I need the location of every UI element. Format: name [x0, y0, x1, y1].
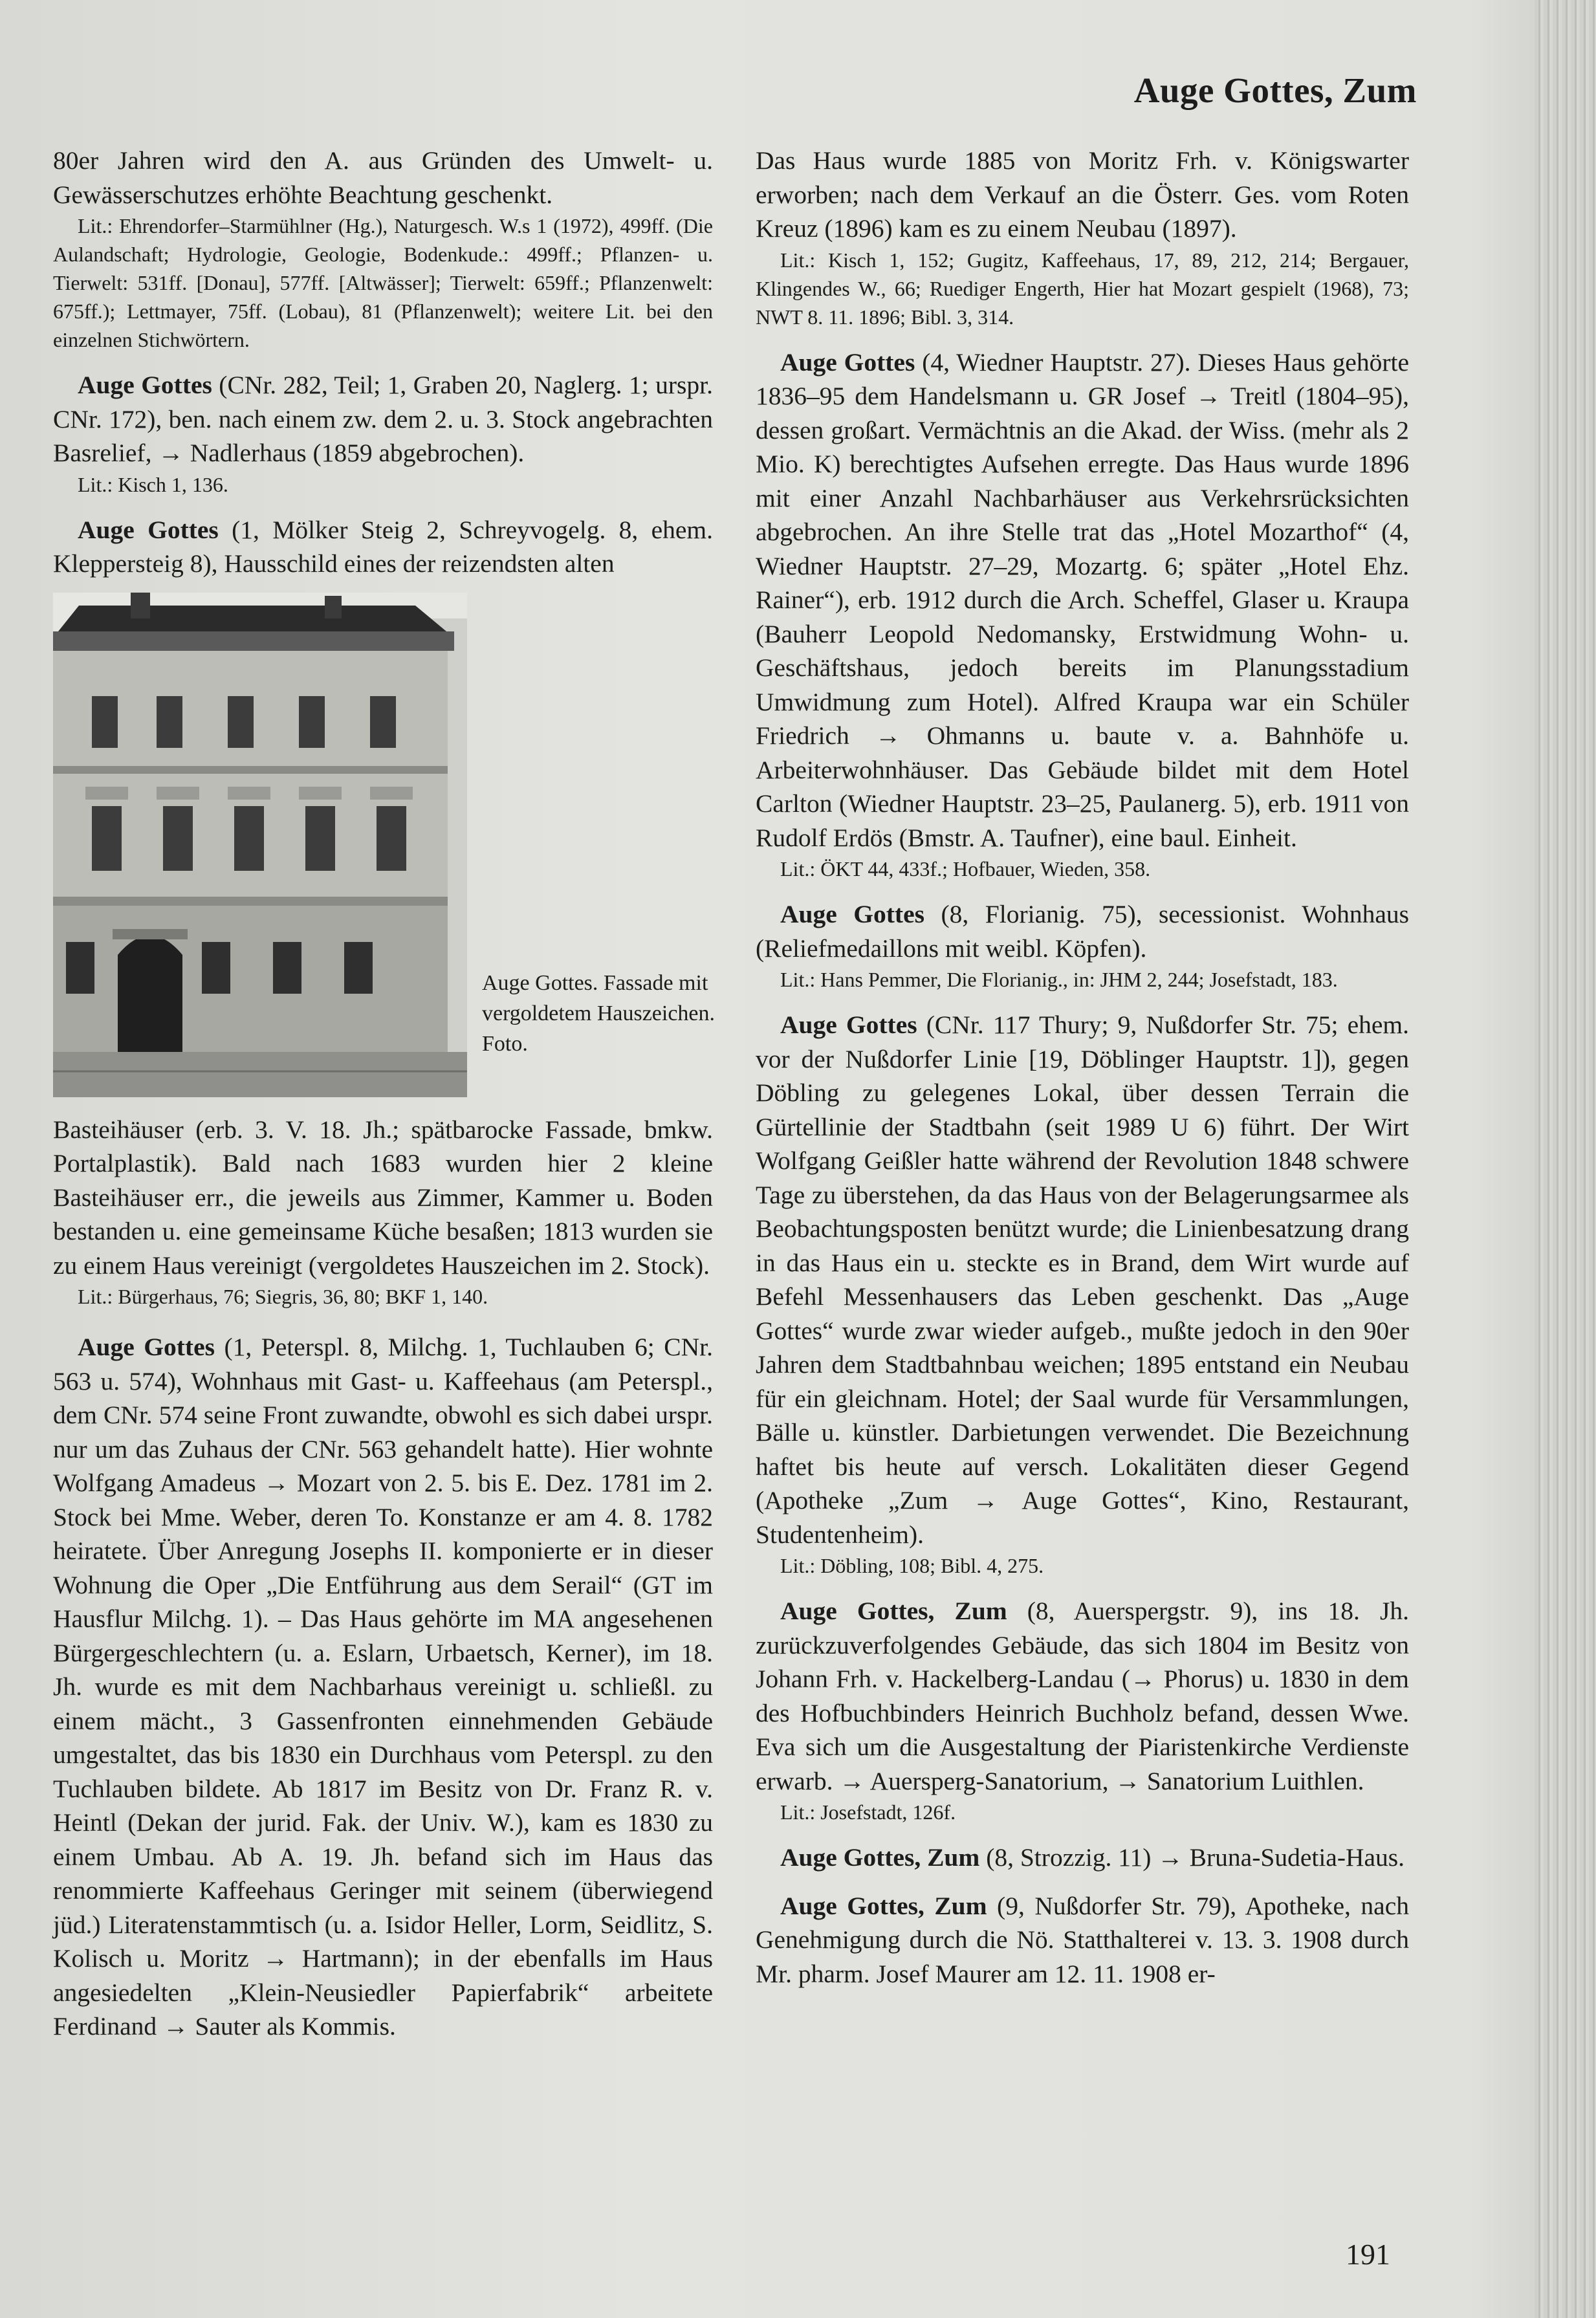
- entry-headword: Auge Gottes: [78, 515, 219, 544]
- right-column: [756, 144, 1409, 1991]
- entry-text: (CNr. 117 Thury; 9, Nußdorfer Str. 75; ehem. vor der Nußdorfer Linie [19, Döblinger Hauptstr. 1]), gegen Döbling zu gelegenes Lokal, über dessen Terrain die Gürtellinie der Stadtbahn (seit 1989 U 6) führt. Der Wirt Wolfgang Geißler hatte während der Revolution 1848 schwere Tage zu überstehen, da das Haus von der Belagerungsarmee als Beobachtungsposten benützt wurde; die Linienbesatzung drang in das Haus ein u. steckte es in Brand, dem Wirt wurde auf Befehl Messenhausers das Leben geschenkt. Das „Auge Gottes“ wurde zwar wieder aufgeb., mußte jedoch in den 90er Jahren dem Stadtbahnbau weichen; 1895 entstand ein Neubau für ein gleichnam. Hotel; der Saal wurde für Versammlungen, Bälle u. künstler. Darbietungen verwendet. Die Bezeichnung haftet bis heute auf versch. Lokalitäten dieser Gegend (Apotheke „Zum → Auge Gottes“, Kino, Restaurant, Studentenheim).: [756, 1011, 1409, 1549]
- entry-text: (1, Peterspl. 8, Milchg. 1, Tuchlauben 6; CNr. 563 u. 574), Wohnhaus mit Gast- u. Kaffeehaus (am Peterspl., dem CNr. 574 seine Front zuwandte, obwohl es sich dabei urspr. nur um das Zuhaus der CNr. 563 gehandelt hatte). Hier wohnte Wolfgang Amadeus → Mozart von 2. 5. bis E. Dez. 1781 im 2. Stock bei Mme. Weber, deren To. Konstanze er am 4. 8. 1782 heiratete. Über Anregung Josephs II. komponierte er in dieser Wohnung die Oper „Die Entführung aus dem Serail“ (GT im Hausflur Milchg. 1). – Das Haus gehörte im MA angesehenen Bürgergeschlechtern (u. a. Eslarn, Urbaetsch, Kerner), im 18. Jh. wurde es mit dem Nachbarhaus vereinigt u. schließl. zu einem mächt., 3 Gassenfronten einnehmenden Gebäude umgestaltet, das bis 1830 ein Durchhaus vom Peterspl. zu den Tuchlauben bildete. Ab 1817 im Besitz von Dr. Franz R. v. Heintl (Dekan der jurid. Fak. der Univ. W.), kam es 1830 zu einem Umbau. Ab A. 19. Jh. befand sich im Haus das renommierte Kaffeehaus Geringer mit seinem (überwiegend jüd.) Literatenstammtisch (u. a. Isidor Heller, Lorm, Seidlitz, S. Kolisch u. Moritz → Hartmann); in der ebenfalls im Haus angesiedelten „Klein-Neusiedler Papierfabrik“ arbeitete Ferdinand → Sauter als Kommis.: [53, 1333, 713, 2040]
- entry-text: (1, Mölker Steig 2, Schreyvogelg. 8, ehem. Kleppersteig 8), Hausschild eines der reizendsten alten: [53, 515, 713, 578]
- literature-note: Lit.: Josefstadt, 126f.: [780, 1800, 956, 1824]
- entry-text: (9, Nußdorfer Str. 79), Apotheke, nach Genehmigung durch die Nö. Statthalterei v. 13. 3. 1908 durch Mr. pharm. Josef Maurer am 12. 11. 1908 er-: [756, 1891, 1409, 1988]
- figure-caption: Auge Gottes. Fassade mit vergoldetem Hauszeichen. Foto.: [482, 970, 716, 1056]
- entry: [53, 513, 713, 581]
- literature-note: Lit.: Bürgerhaus, 76; Siegris, 36, 80; BKF 1, 140.: [78, 1285, 488, 1308]
- entry-headword: Auge Gottes: [78, 1333, 215, 1361]
- entry: [756, 897, 1409, 965]
- paragraph: 80er Jahren wird den A. aus Gründen des Umwelt- u. Gewässerschutzes erhöhte Beachtung geschenkt.: [53, 146, 713, 209]
- entry-text: (8, Florianig. 75), secessionist. Wohnhaus (Reliefmedaillons mit weibl. Köpfen).: [756, 900, 1409, 963]
- figure: [53, 593, 716, 1104]
- entry: [756, 1841, 1409, 1875]
- entry-headword: Auge Gottes: [780, 347, 915, 377]
- entry-headword: Auge Gottes, Zum: [780, 1597, 1007, 1625]
- left-column: [53, 144, 716, 2044]
- paragraph: Basteihäuser (erb. 3. V. 18. Jh.; spätbarocke Fassade, bmkw. Portalplastik). Bald nach 1683 wurden hier 2 kleine Basteihäuser err., die jeweils aus Zimmer, Kammer u. Boden bestanden u. eine gemeinsame Küche besaßen; 1813 wurden sie zu einem Haus vereinigt (vergoldetes Hauszeichen im 2. Stock).: [53, 1115, 713, 1280]
- entry-headword: Auge Gottes: [780, 900, 924, 928]
- book-page-edge: [1535, 0, 1596, 2318]
- paragraph: Das Haus wurde 1885 von Moritz Frh. v. Königswarter erworben; nach dem Verkauf an die Österr. Ges. vom Roten Kreuz (1896) kam es zu einem Neubau (1897).: [756, 146, 1409, 243]
- entry-text: (8, Auerspergstr. 9), ins 18. Jh. zurückzuverfolgendes Gebäude, das sich 1804 im Besitz von Johann Frh. v. Hackelberg-Landau (→ Phorus) u. 1830 in dem des Hofbuchbinders Heinrich Buchholz befand, dessen Wwe. Eva sich um die Ausgestaltung der Piaristenkirche Verdienste erwarb. → Auersperg-Sanatorium, → Sanatorium Luithlen.: [756, 1597, 1409, 1795]
- entry: [53, 1330, 713, 2044]
- literature-note: Lit.: Kisch 1, 152; Gugitz, Kaffeehaus, 17, 89, 212, 214; Bergauer, Klingendes W., 66; Ruediger Engerth, Hier hat Mozart gespielt (1968), 73; NWT 8. 11. 1896; Bibl. 3, 314.: [756, 248, 1409, 329]
- entry-text: (4, Wiedner Hauptstr. 27). Dieses Haus gehörte 1836–95 dem Handelsmann u. GR Josef → Treitl (1804–95), dessen großart. Vermächtnis an die Akad. der Wiss. (mehr als 2 Mio. K) berechtigtes Aufsehen erregte. Das Haus wurde 1896 mit einer Anzahl Nachbarhäuser aus Verkehrsrücksichten abgebrochen. An ihre Stelle trat das „Hotel Mozarthof“ (4, Wiedner Hauptstr. 27–29, Mozartg. 6; später „Hotel Ehz. Rainer“), erb. 1912 durch die Arch. Scheffel, Glaser u. Kraupa (Bauherr Leopold Nedomansky, Erstwidmung Wohn- u. Geschäftshaus, jedoch bereits im Planungsstadium Umwidmung zum Hotel). Alfred Kraupa war ein Schüler Friedrich → Ohmanns u. baute v. a. Bahnhöfe u. Arbeiterwohnhäuser. Das Gebäude bildet mit dem Hotel Carlton (Wiedner Hauptstr. 23–25, Paulanerg. 5), erb. 1911 von Rudolf Erdös (Bmstr. A. Taufner), eine baul. Einheit.: [756, 347, 1409, 852]
- running-header: Auge Gottes, Zum: [1133, 71, 1417, 110]
- literature-note: Lit.: Kisch 1, 136.: [78, 472, 228, 496]
- entry-headword: Auge Gottes, Zum: [780, 1891, 987, 1920]
- entry: [53, 368, 713, 470]
- literature-note: Lit.: Döbling, 108; Bibl. 4, 275.: [780, 1554, 1044, 1577]
- entry-headword: Auge Gottes: [780, 1011, 917, 1039]
- entry: [756, 1889, 1409, 1991]
- entry: [756, 1008, 1409, 1551]
- literature-note: Lit.: Hans Pemmer, Die Florianig., in: JHM 2, 244; Josefstadt, 183.: [780, 968, 1338, 991]
- building-facade-photo: [53, 593, 467, 1097]
- literature-note: Lit.: Ehrendorfer–Starmühlner (Hg.), Naturgesch. W.s 1 (1972), 499ff. (Die Aulandschaft; Hydrologie, Geologie, Bodenkude.: 499ff.; Pflanzen- u. Tierwelt: 531ff. [Donau], 577ff. [Altwässer]; Tierwelt: 659ff.; Pflanzenwelt: 675ff.); Lettmayer, 75ff. (Lobau), 81 (Pflanzenwelt); weitere Lit. bei den einzelnen Stichwörtern.: [53, 214, 713, 351]
- page-number: 191: [1346, 2238, 1390, 2271]
- entry: [756, 345, 1409, 855]
- entry-headword: Auge Gottes: [78, 371, 212, 399]
- entry-text: (CNr. 282, Teil; 1, Graben 20, Naglerg. 1; urspr. CNr. 172), ben. nach einem zw. dem 2. u. 3. Stock angebrachten Basrelief, → Nadlerhaus (1859 abgebrochen).: [53, 371, 713, 467]
- entry-text: (8, Strozzig. 11) → Bruna-Sudetia-Haus.: [979, 1843, 1405, 1872]
- entry: [756, 1594, 1409, 1798]
- entry-headword: Auge Gottes, Zum: [780, 1843, 980, 1872]
- literature-note: Lit.: ÖKT 44, 433f.; Hofbauer, Wieden, 358.: [780, 857, 1151, 880]
